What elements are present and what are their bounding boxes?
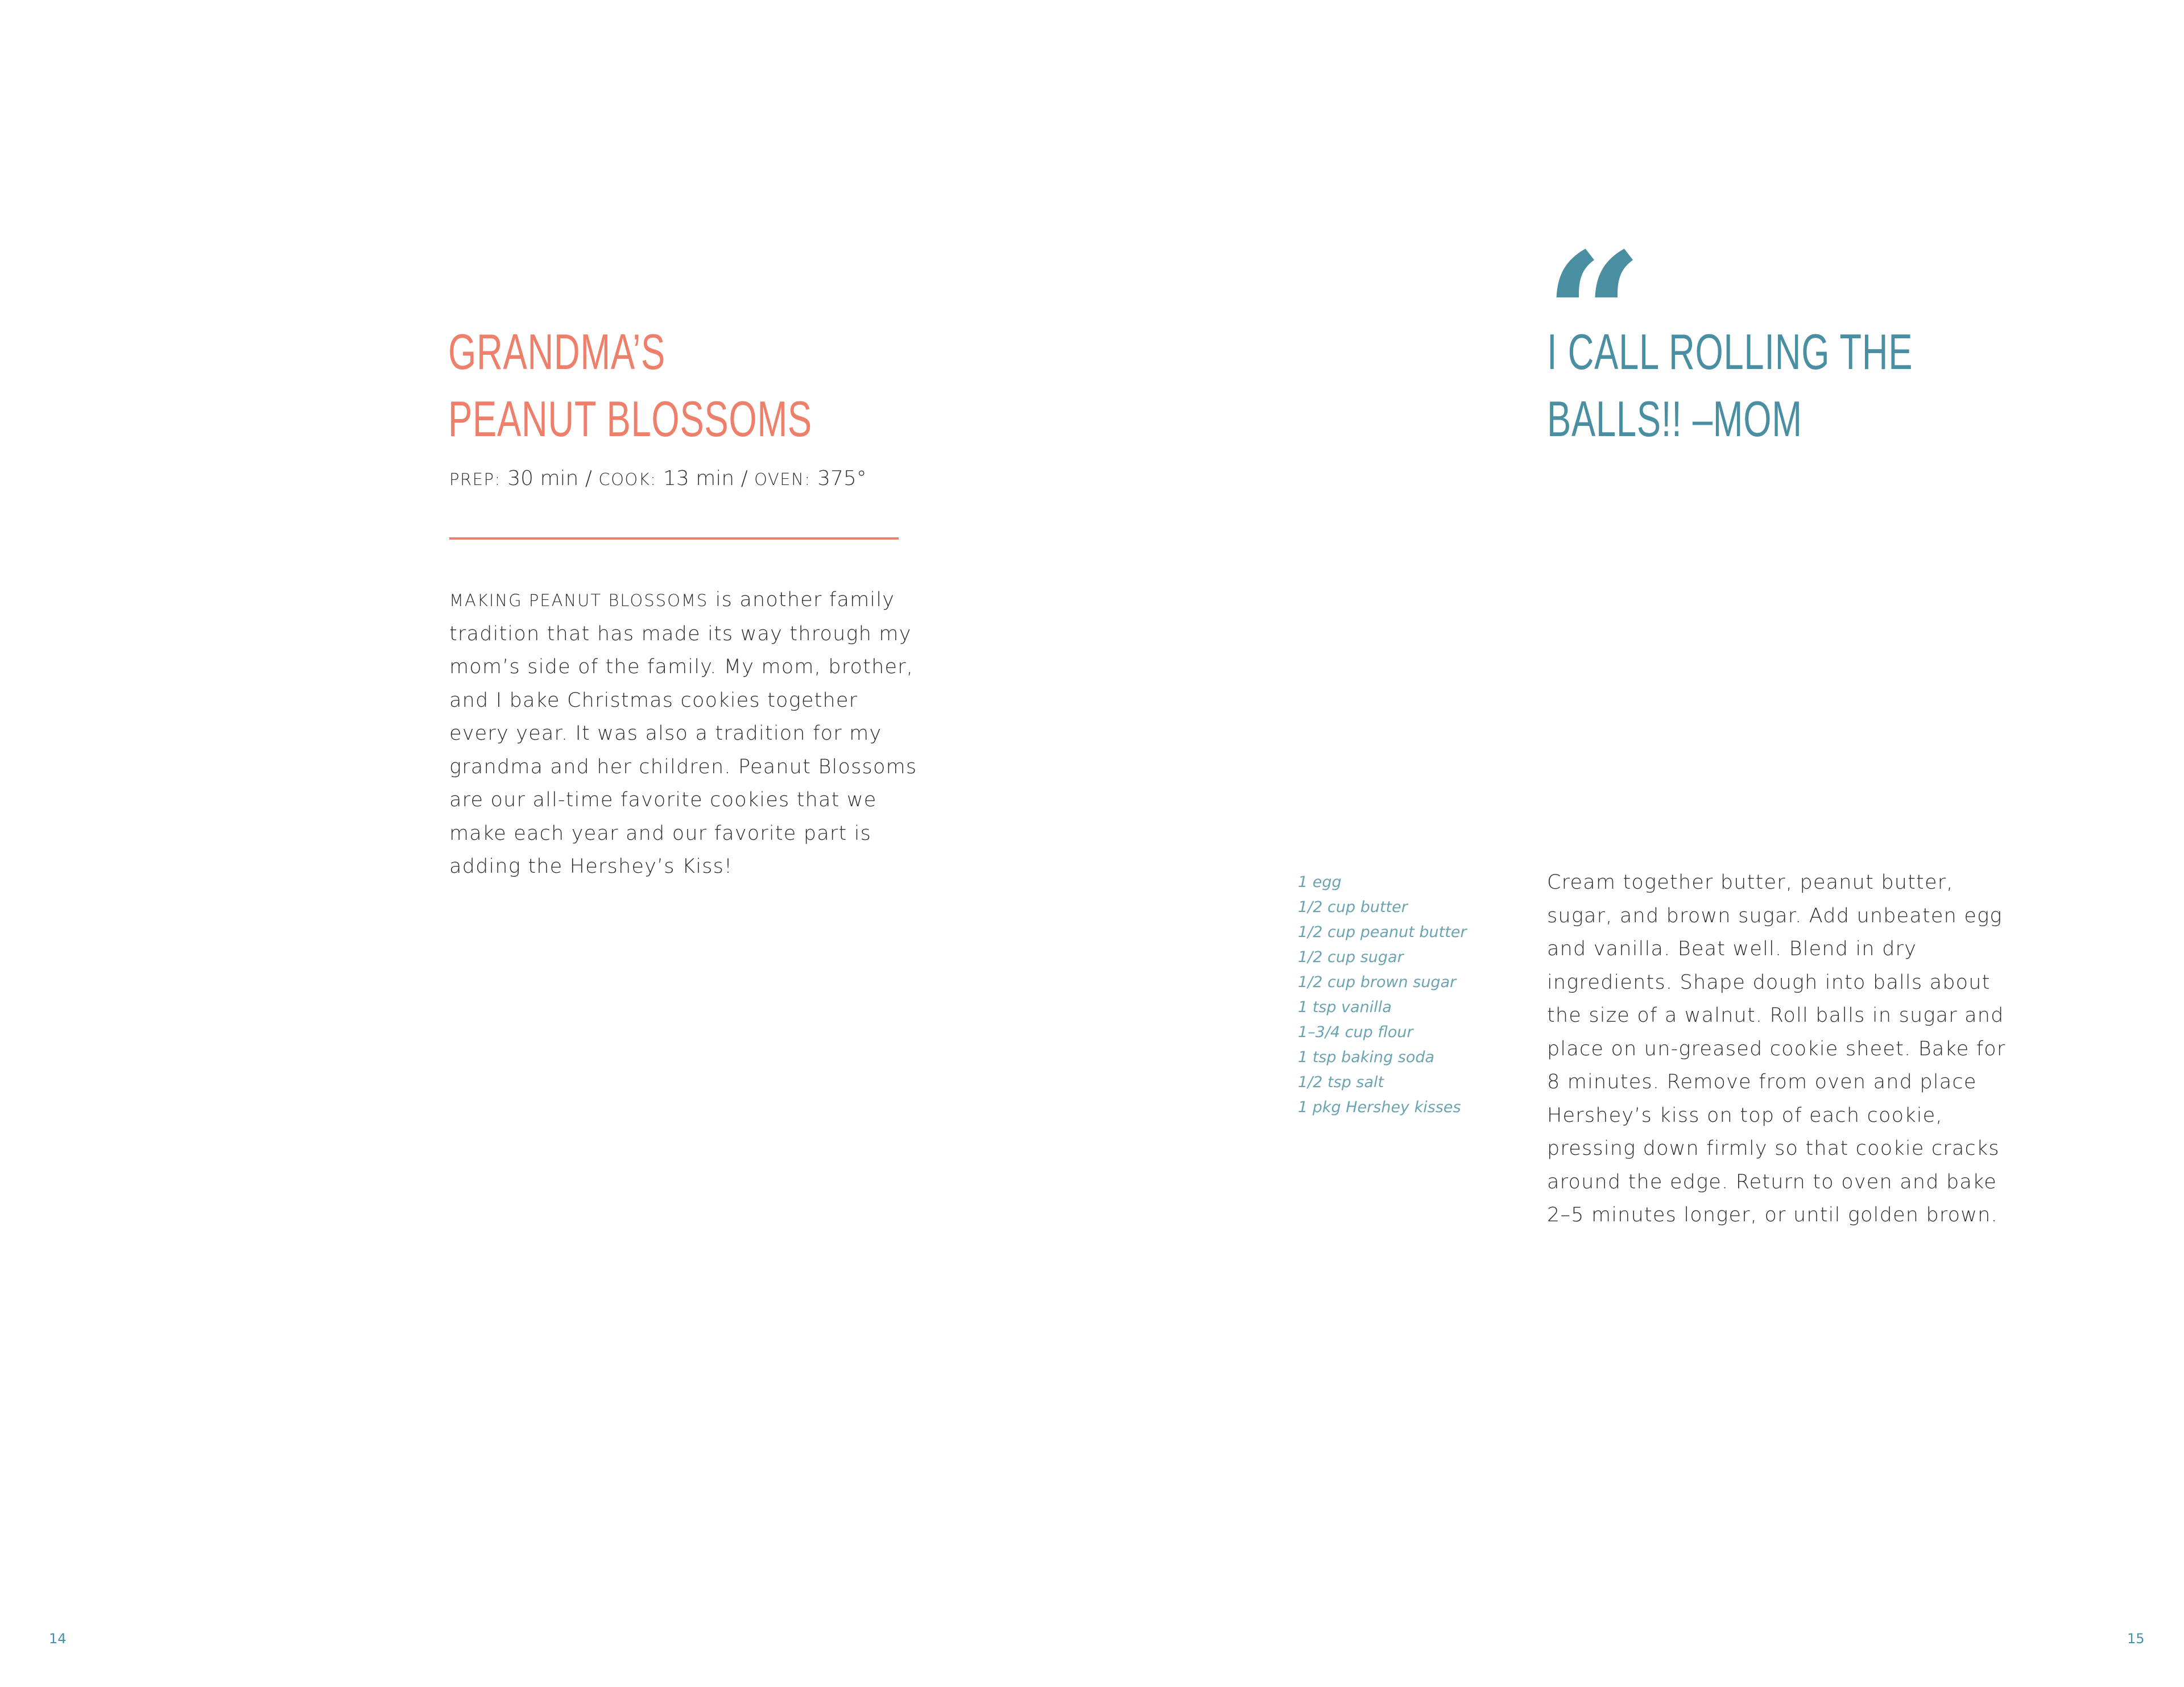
meta-separator: / bbox=[578, 467, 599, 490]
recipe-title bbox=[448, 318, 812, 453]
pull-quote bbox=[1547, 318, 1913, 453]
recipe-title-line-1: GRANDMA’S bbox=[448, 324, 665, 380]
ingredient-item: 1/2 cup peanut butter bbox=[1298, 923, 1467, 941]
oven-value: 375° bbox=[817, 467, 867, 490]
ingredient-item: 1 egg bbox=[1298, 873, 1342, 891]
page-number-left: 14 bbox=[49, 1631, 67, 1647]
oven-label: OVEN: bbox=[754, 470, 811, 489]
ingredient-item: 1/2 cup brown sugar bbox=[1298, 973, 1457, 991]
ingredient-item: 1 tsp baking soda bbox=[1298, 1048, 1435, 1066]
recipe-meta bbox=[449, 465, 867, 493]
recipe-title-line-2: PEANUT BLOSSOMS bbox=[448, 391, 812, 447]
divider-rule bbox=[449, 537, 899, 540]
ingredient-item: 1/2 cup sugar bbox=[1298, 948, 1404, 966]
pull-quote-line-1: I CALL ROLLING THE bbox=[1547, 324, 1913, 380]
pull-quote-line-2: BALLS!! –MOM bbox=[1547, 391, 1802, 447]
ingredient-item: 1 tsp vanilla bbox=[1298, 998, 1392, 1016]
cook-value: 13 min bbox=[663, 467, 735, 490]
ingredient-item: 1/2 cup butter bbox=[1298, 898, 1408, 916]
ingredient-list bbox=[1298, 870, 1467, 1120]
prep-value: 30 min bbox=[507, 467, 579, 490]
quote-mark-icon: “ bbox=[1545, 215, 1643, 416]
ingredient-item: 1 pkg Hershey kisses bbox=[1298, 1099, 1461, 1116]
page-number-right: 15 bbox=[2127, 1631, 2145, 1647]
intro-lead: MAKING PEANUT BLOSSOMS bbox=[449, 591, 709, 610]
ingredient-item: 1/2 tsp salt bbox=[1298, 1073, 1384, 1091]
directions-paragraph: Cream together butter, peanut butter, sugar, and brown sugar. Add unbeaten egg and vanilla. Beat well. Blend in dry ingredients. Shape dough into balls about the size of a walnut. Roll balls in sugar and place on un-greased cookie sheet. Bake for 8 minutes. Remove from oven and place Hershey’s kiss on top of each cookie, pressing down firmly so that cookie cracks around the edge. Return to oven and bake 2–5 minutes longer, or until golden brown. bbox=[1547, 871, 2006, 1226]
meta-separator: / bbox=[734, 467, 755, 490]
ingredient-item: 1–3/4 cup flour bbox=[1298, 1023, 1413, 1041]
intro-text: is another family tradition that has made its way through my mom’s side of the family. My mom, brother, and I bake Christmas cookies together every year. It was also a tradition for my grandma and her children. Peanut Blossoms are our all-time favorite cookies that we make each year and our favorite part is adding the Hershey’s Kiss! bbox=[449, 588, 917, 878]
intro-paragraph bbox=[449, 583, 921, 884]
cook-label: COOK: bbox=[598, 470, 657, 489]
prep-label: PREP: bbox=[449, 470, 501, 489]
